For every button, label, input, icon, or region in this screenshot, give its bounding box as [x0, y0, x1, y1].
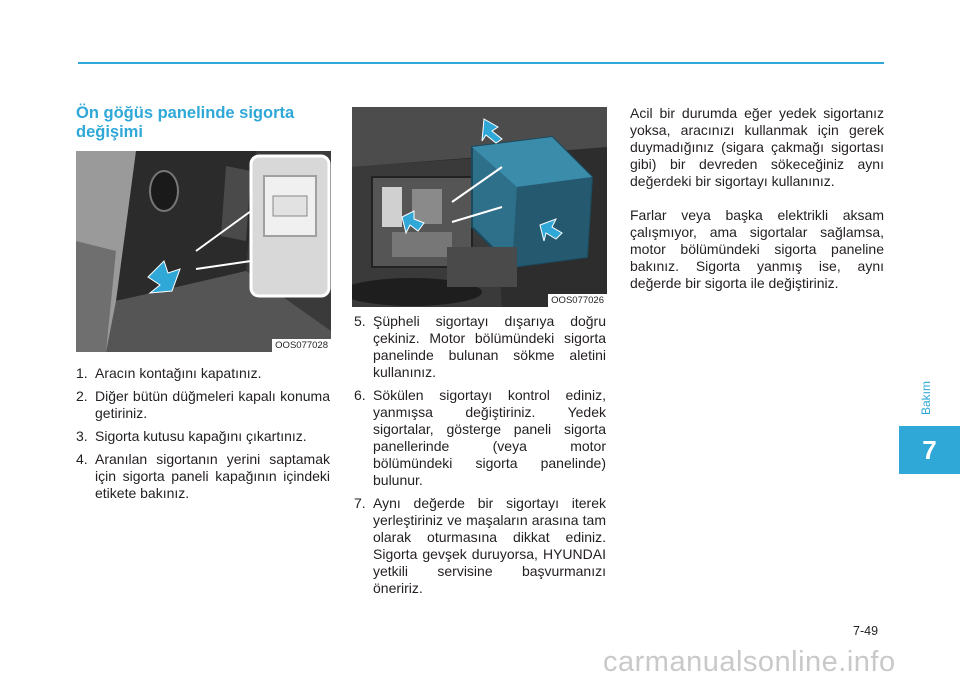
chapter-number-tab: 7 — [899, 426, 960, 474]
photo-engine-fuse-box — [352, 107, 607, 307]
fuse-cover-inset — [251, 156, 329, 296]
section-title: Ön göğüs panelinde sigorta değişimi — [76, 104, 295, 141]
photo-dashboard-fuse-cover — [76, 151, 331, 352]
paragraph-spare-fuse: Acil bir durumda eğer yedek sigortanız yoksa, aracınızı kullanmak için gerek duymadığınız (sigara çakmağı sigortası gibi) bir devreden sökeceğiniz aynı değerdeki bir sigortayı kullanınız. — [630, 105, 884, 189]
paragraph-headlights: Farlar veya başka elektrikli aksam çalışmıyor, ama sigortalar sağlamsa, motor bölümündeki sigorta paneline bakınız. Sigorta yanmış ise, aynı değerde bir sigorta ile değiştiriniz. — [630, 207, 884, 291]
header-rule — [78, 62, 884, 64]
watermark-text: carmanualsonline.info — [603, 646, 896, 678]
page-number: 7-49 — [853, 624, 879, 638]
steps-list-left — [76, 365, 330, 508]
list-item: 7. Aynı değerde bir sigortayı iterek yerleştiriniz ve maşaların arasına tam olarak oturmasına dikkat ediniz. Sigorta gevşek duruyorsa, HYUNDAI yetkili servisine başvurmanızı öneririz. — [354, 495, 606, 596]
list-item: 4. Aranılan sigortanın yerini saptamak için sigorta paneli kapağının içindeki etikete bakınız. — [76, 451, 330, 501]
chapter-label: Bakım — [919, 381, 933, 416]
photo-code: OOS077026 — [548, 294, 607, 307]
steps-list-middle — [354, 313, 606, 603]
photo-code: OOS077028 — [272, 339, 331, 352]
list-item: 5. Şüpheli sigortayı dışarıya doğru çekiniz. Motor bölümündeki sigorta panelinde bulunan sökme aletini kullanınız. — [354, 313, 606, 380]
list-item: 2. Diğer bütün düğmeleri kapalı konuma getiriniz. — [76, 388, 330, 421]
list-item: 3. Sigorta kutusu kapağını çıkartınız. — [76, 428, 307, 444]
list-item: 6. Sökülen sigortayı kontrol ediniz, yanmışsa değiştiriniz. Yedek sigortalar, gösterge paneli sigorta panellerinde (veya motor bölümündeki sigorta panelinde) bulunur. — [354, 387, 606, 488]
list-item: 1. Aracın kontağını kapatınız. — [76, 365, 262, 381]
